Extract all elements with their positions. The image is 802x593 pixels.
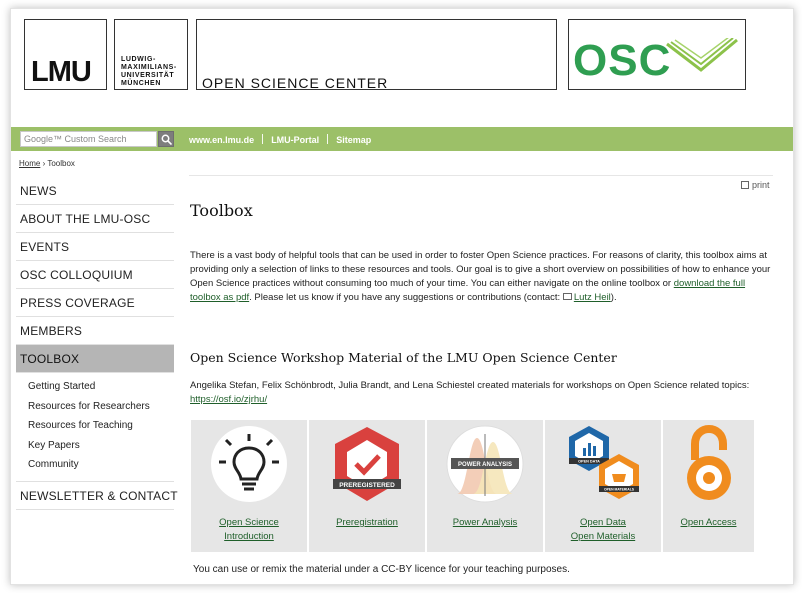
breadcrumb-home[interactable]: Home [19,159,41,168]
open-access-lock-icon [669,424,749,504]
tile-open-data-materials[interactable] [545,420,661,552]
sidebar-item-news[interactable]: NEWS [16,177,174,205]
open-data-materials-icon [563,424,643,504]
site-title-box [196,19,557,90]
sidebar-subitem-community[interactable]: Community [28,459,79,471]
separator [262,134,263,144]
sidebar-item-toolbox[interactable]: TOOLBOX [16,345,174,373]
tile-link-open-science[interactable]: Open Science [219,517,279,528]
osc-logo-text: OSC [573,36,672,85]
link-lmu-en[interactable]: www.en.lmu.de [189,135,255,145]
authors-text: Angelika Stefan, Felix Schönbrodt, Julia Brandt, and Lena Schiestel created materials for workshops on Open Science related topics: [190,380,750,391]
open-book-icon [665,38,739,74]
sidebar-item-members[interactable]: MEMBERS [16,317,174,345]
university-name-box [114,19,188,90]
tile-open-science-intro[interactable] [191,420,307,552]
intro-text-3: ). [610,292,617,303]
search-button[interactable] [158,131,174,147]
sidebar-item-about[interactable]: ABOUT THE LMU-OSC [16,205,174,233]
lmu-logo[interactable] [24,19,107,90]
lightbulb-icon [209,424,289,504]
content-divider [189,175,773,176]
search-input[interactable]: Google™ Custom Search [20,131,157,147]
sidebar-item-colloquium[interactable]: OSC COLLOQUIUM [16,261,174,289]
tile-link-open-data[interactable]: Open Data [580,517,626,528]
power-analysis-icon [445,424,525,504]
print-icon [741,181,749,189]
tile-link-power-analysis[interactable]: Power Analysis [452,517,518,528]
preregistered-badge-text: PREREGISTERED [339,482,395,489]
open-materials-badge-text: OPEN MATERIALS [603,487,635,492]
breadcrumb [19,159,75,168]
tile-open-access[interactable] [663,420,754,552]
power-analysis-badge-text: POWER ANALYSIS [458,462,512,468]
tile-caption [309,516,425,530]
tile-power-analysis[interactable] [427,420,543,552]
authors-paragraph [190,379,774,407]
sidebar-subitem-researchers[interactable]: Resources for Researchers [28,400,150,412]
sidebar-item-newsletter[interactable]: NEWSLETTER & CONTACT [16,482,174,510]
intro-text-2: . Please let us know if you have any suggestions or contributions (contact: [249,292,563,303]
breadcrumb-separator: › [42,159,46,168]
intro-paragraph [190,249,774,305]
tile-link-preregistration[interactable]: Preregistration [336,517,398,528]
print-label: print [752,180,770,190]
search-icon [161,134,172,145]
sidebar-subitem-getting-started[interactable]: Getting Started [28,381,96,392]
separator [327,134,328,144]
mail-icon [563,293,572,300]
link-lmu-portal[interactable]: LMU-Portal [271,135,320,145]
osf-link[interactable]: https://osf.io/zjrhu/ [190,394,268,405]
osc-logo[interactable] [568,19,746,90]
print-link[interactable] [741,180,770,190]
sidebar-submenu [16,373,174,482]
breadcrumb-current: Toolbox [47,159,75,168]
workshop-tiles [191,420,754,552]
download-pdf-link[interactable]: download the full toolbox as pdf [190,278,746,303]
tile-preregistration[interactable] [309,420,425,552]
site-title: OPEN SCIENCE CENTER [202,75,389,91]
contact-link[interactable]: Lutz Heil [573,292,611,303]
browser-page [10,8,794,585]
tile-caption [427,516,543,530]
sidebar-subitem-teaching[interactable]: Resources for Teaching [28,420,133,432]
open-data-badge-text: OPEN DATA [578,459,600,464]
preregistered-badge-icon [327,424,407,504]
tile-link-introduction[interactable]: Introduction [224,531,274,542]
university-name: LUDWIG- MAXIMILIANS- UNIVERSITÄT MÜNCHEN [121,56,177,87]
tile-link-open-materials[interactable]: Open Materials [570,531,636,542]
top-links [189,134,371,145]
tile-caption [663,516,754,530]
page-title: Toolbox [190,201,253,220]
sidebar [16,177,178,510]
lmu-logo-text: LMU [31,56,91,88]
link-sitemap[interactable]: Sitemap [336,135,372,145]
section-title: Open Science Workshop Material of the LMU Open Science Center [190,350,617,365]
sidebar-subitem-key-papers[interactable]: Key Papers [28,439,80,451]
tile-link-open-access[interactable]: Open Access [680,517,737,528]
site-header [11,9,794,127]
top-navigation-bar [11,127,794,151]
sidebar-item-events[interactable]: EVENTS [16,233,174,261]
sidebar-item-press[interactable]: PRESS COVERAGE [16,289,174,317]
licence-note: You can use or remix the material under a CC-BY licence for your teaching purposes. [193,564,570,575]
tile-caption [545,516,661,544]
tile-caption [191,516,307,544]
intro-text: There is a vast body of helpful tools that can be used in order to foster Open Science practices. For reasons of clarity, this toolbox aims at providing only a selection of links to these resources and tools. Our goal is to give a short overview on possibilities of how to enhance your Open Science practices without consuming too much of your time. You can either navigate on the online toolbox or [190,250,771,289]
